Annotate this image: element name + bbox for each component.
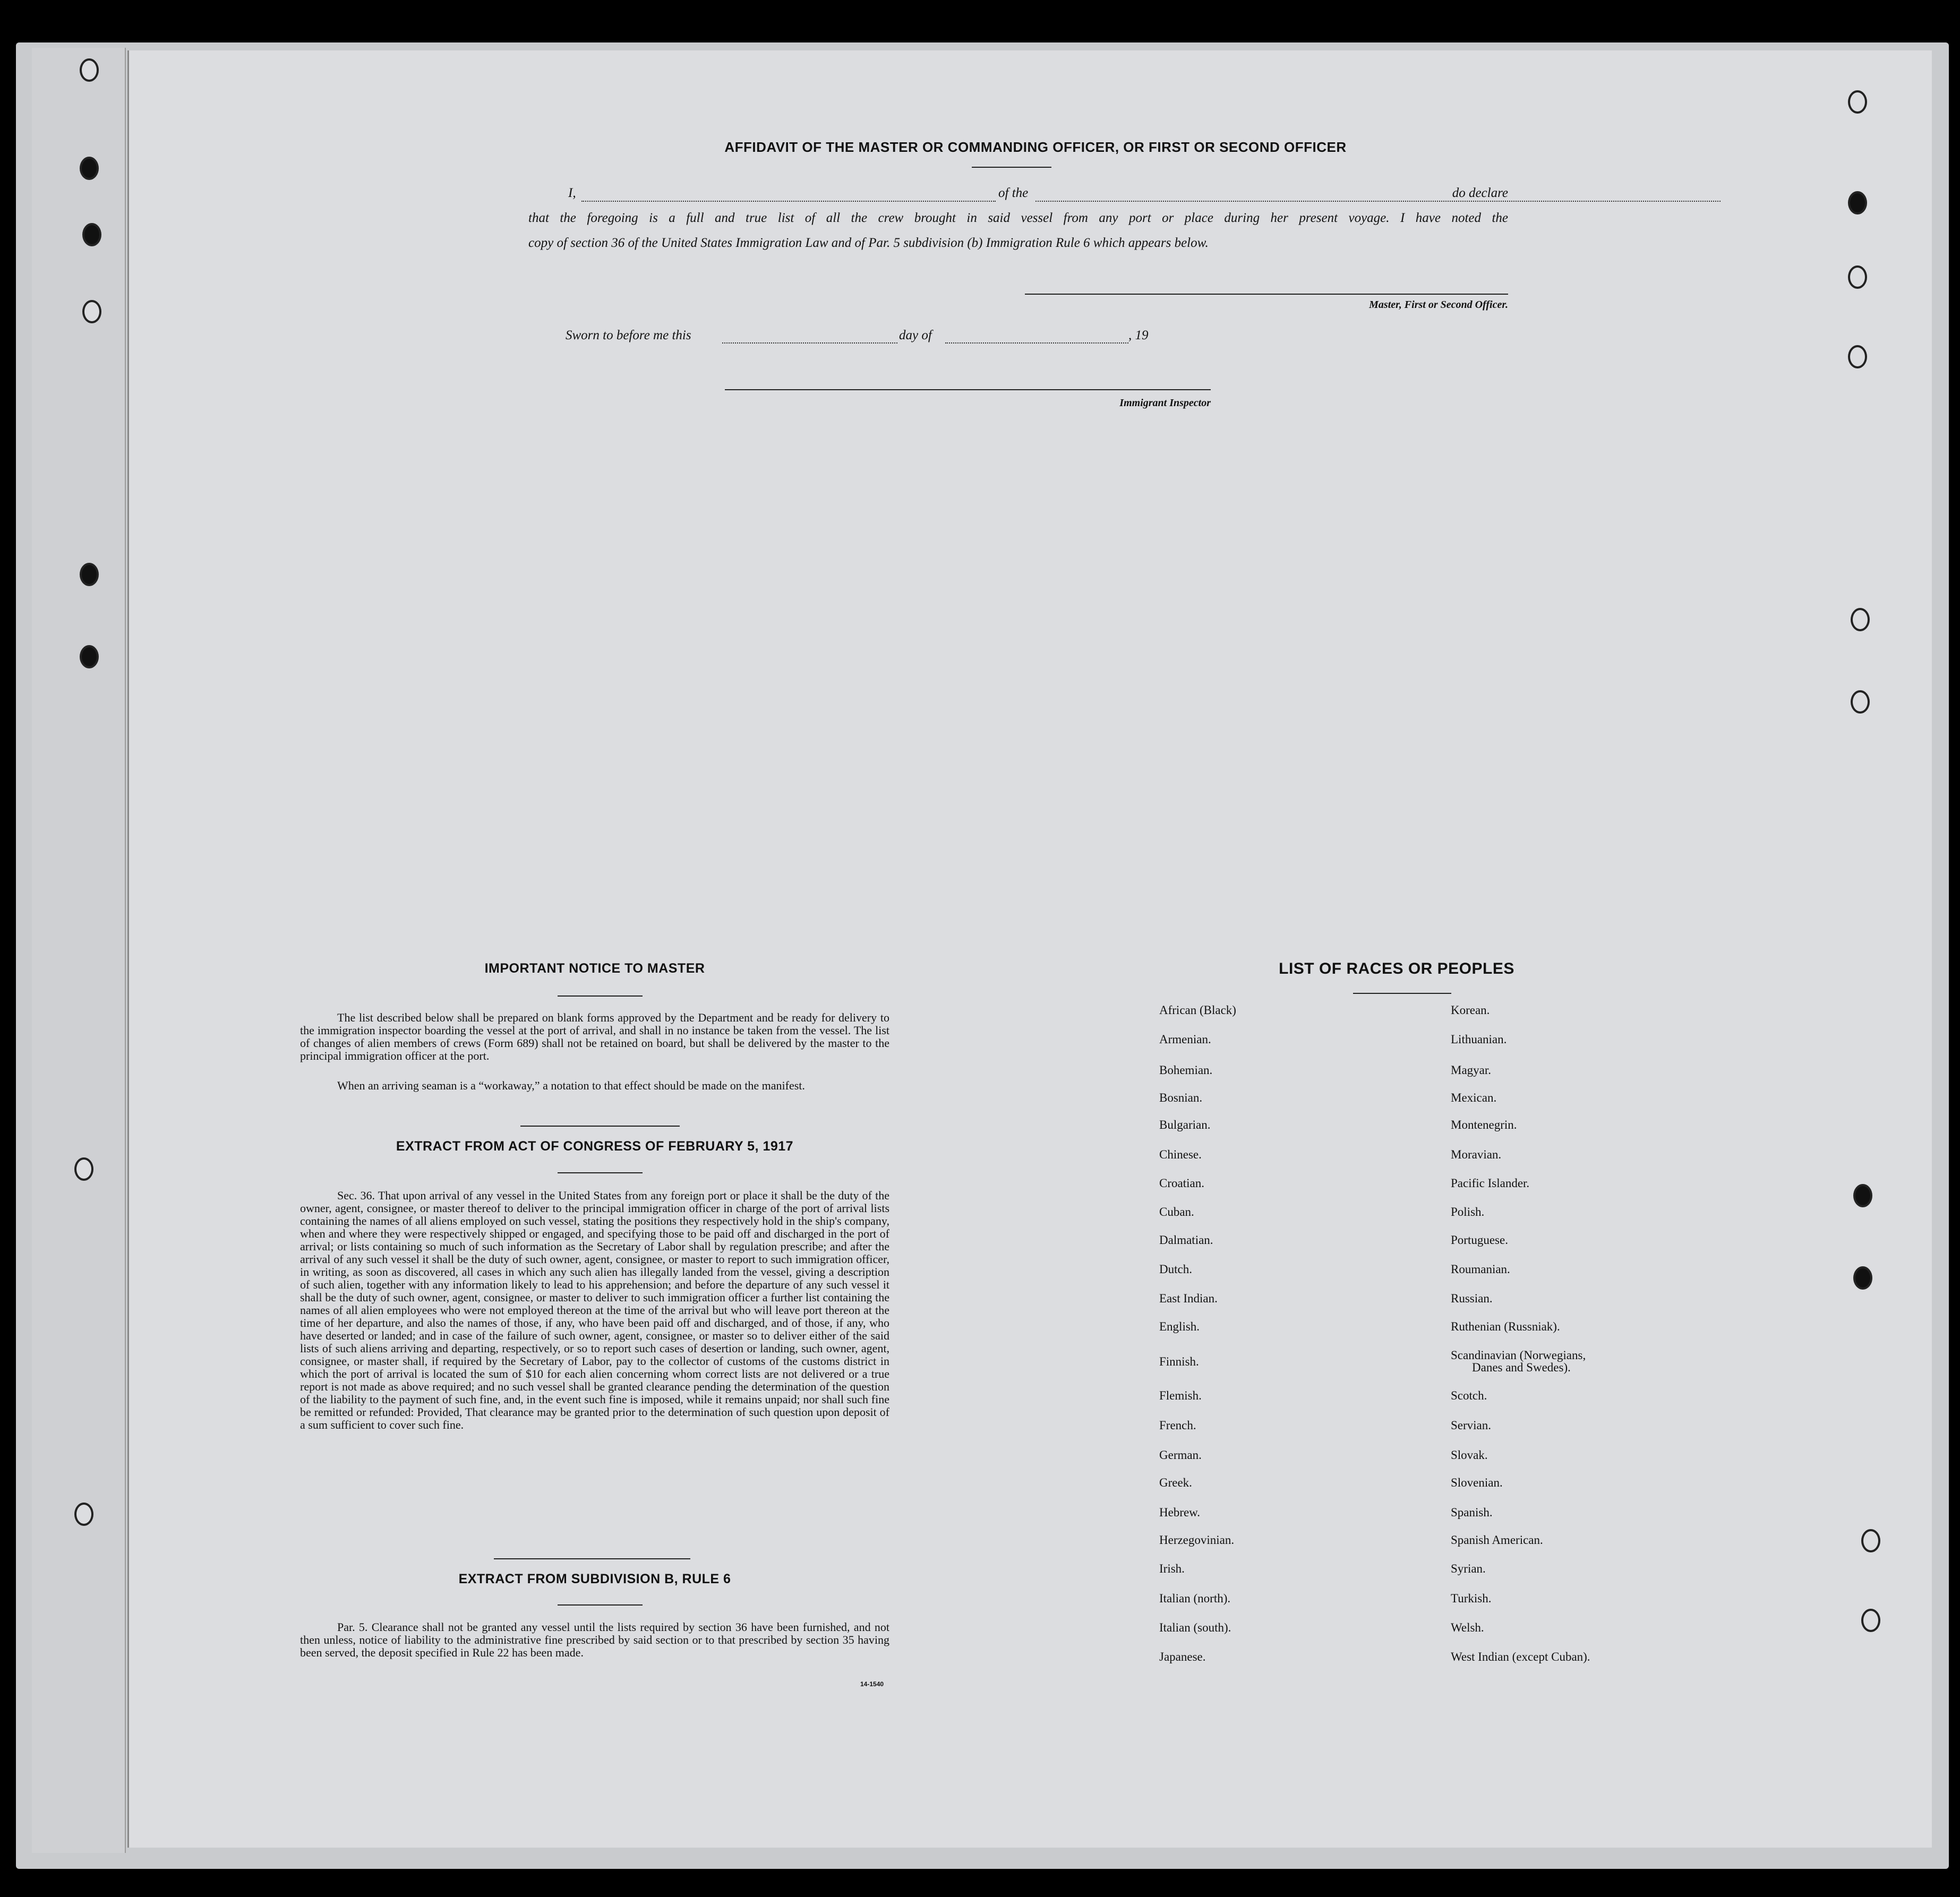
binding-hole (1851, 608, 1870, 631)
master-signature-label: Master, First or Second Officer. (1369, 299, 1508, 311)
binding-hole (1853, 1184, 1872, 1207)
binding-hole (82, 300, 101, 323)
binding-hole (80, 58, 99, 82)
race-item: Italian (south). (1159, 1621, 1231, 1634)
affidavit-of-the-label: of the (998, 186, 1029, 200)
binding-hole (1848, 90, 1867, 114)
extract-act-title: EXTRACT FROM ACT OF CONGRESS OF FEBRUARY 5, 1917 (396, 1139, 794, 1154)
race-item: Moravian. (1451, 1148, 1502, 1161)
binding-hole (1861, 1529, 1880, 1552)
race-item: Lithuanian. (1451, 1033, 1507, 1046)
race-item: Japanese. (1159, 1650, 1206, 1663)
race-item: East Indian. (1159, 1292, 1218, 1305)
race-item: French. (1159, 1419, 1196, 1432)
race-item: Cuban. (1159, 1205, 1194, 1218)
binding-edge (32, 48, 126, 1853)
race-item: Slovenian. (1451, 1476, 1503, 1489)
race-item: Scotch. (1451, 1389, 1487, 1402)
race-item: Scandinavian (Norwegians, (1451, 1349, 1586, 1362)
race-item: Korean. (1451, 1003, 1490, 1017)
race-item-continuation: Danes and Swedes). (1472, 1361, 1571, 1374)
binding-hole (82, 223, 101, 246)
race-item: African (Black) (1159, 1003, 1236, 1017)
race-item: Magyar. (1451, 1063, 1492, 1077)
race-item: Portuguese. (1451, 1233, 1508, 1247)
races-title: LIST OF RACES OR PEOPLES (1279, 960, 1514, 977)
binding-hole (1853, 1266, 1872, 1290)
race-item: Polish. (1451, 1205, 1485, 1218)
divider (1353, 993, 1451, 994)
binding-hole (74, 1157, 93, 1181)
binding-hole (1851, 690, 1870, 714)
race-item: Croatian. (1159, 1177, 1204, 1190)
race-item: Armenian. (1159, 1033, 1211, 1046)
race-item: Italian (north). (1159, 1592, 1231, 1605)
binding-hole (1861, 1609, 1880, 1632)
race-item: Herzegovinian. (1159, 1533, 1235, 1547)
binding-hole (74, 1503, 93, 1526)
sworn-day-blank[interactable] (722, 342, 897, 344)
race-item: Servian. (1451, 1419, 1492, 1432)
race-item: Spanish. (1451, 1506, 1493, 1519)
binding-hole (80, 645, 99, 668)
race-item: Ruthenian (Russniak). (1451, 1320, 1560, 1333)
race-item: Bohemian. (1159, 1063, 1213, 1077)
race-item: Greek. (1159, 1476, 1192, 1489)
race-item: West Indian (except Cuban). (1451, 1650, 1590, 1663)
extract-act-text: Sec. 36. That upon arrival of any vessel in the United States from any foreign port or place it shall be the duty of the owner, agent, consignee, or master thereof to deliver to the principal immigration officer in charge of the port of arrival lists containing the names of all aliens employed on such vessel, stating the positions they respectively hold in the ship's company, when and where they were respectively shipped or engaged, and specifying those to be paid off and discharged in the port of arrival; or lists containing so much of such information as the Secretary of Labor shall by regulation prescribe; and after the arrival of any such vessel it shall be the duty of such owner, agent, consignee, or master to report to such immigration officer, in writing, as soon as discovered, all cases in which any such alien has illegally landed from the vessel, giving a description of such alien, together with any information likely to lead to his apprehension; and before the departure of any such vessel it shall be the duty of such owner, agent, consignee, or master to deliver to such immigration officer a further list containing the names of all alien employees who were not employed thereon at the time of the arrival but who will leave port thereon at the time of her departure, and also the names of those, if any, who have been paid off and discharged, and of those, if any, who have deserted or landed; and in case of the failure of such owner, agent, consignee, or master so to deliver either of the said lists of such aliens arriving and departing, respectively, or so to report such cases of desertion or landing, such owner, agent, consignee, or master shall, if required by the Secretary of Labor, pay to the collector of customs of the customs district in which the port of arrival is located the sum of $10 for each alien concerning whom correct lists are not delivered or a true report is not made as above required; and no such vessel shall be granted clearance pending the determination of the question of the liability to the payment of such fine, and, in the event such fine is imposed, while it remains unpaid; nor shall such fine be remitted or refunded: Provided, That clearance may be granted prior to the determination of such question upon deposit of a sum sufficient to cover such fine. (300, 1189, 889, 1431)
divider (558, 1172, 643, 1173)
race-item: Dalmatian. (1159, 1233, 1213, 1247)
race-item: Bosnian. (1159, 1091, 1203, 1104)
notice-para1: The list described below shall be prepared on blank forms approved by the Department and be ready for delivery to the immigration inspector boarding the vessel at the port of arrival, and shall in no instance be taken from the vessel. The list of changes of alien members of crews (Form 689) shall not be retained on board, but shall be delivered by the master to the principal immigration officer at the port. (300, 1011, 889, 1062)
affidavit-i-label: I, (568, 186, 576, 200)
race-item: Montenegrin. (1451, 1118, 1517, 1131)
race-item: Spanish American. (1451, 1533, 1543, 1547)
divider (972, 167, 1051, 168)
notice-title: IMPORTANT NOTICE TO MASTER (484, 961, 705, 976)
race-item: Welsh. (1451, 1621, 1484, 1634)
divider (558, 1604, 643, 1606)
race-item: Chinese. (1159, 1148, 1202, 1161)
binding-hole (1848, 265, 1867, 289)
race-item: German. (1159, 1448, 1202, 1462)
notice-para2: When an arriving seaman is a “workaway,” a notation to that effect should be made on the manifest. (337, 1079, 805, 1092)
affidavit-title: AFFIDAVIT OF THE MASTER OR COMMANDING OFFICER, OR FIRST OR SECOND OFFICER (724, 139, 1347, 155)
vessel-blank[interactable] (1035, 201, 1721, 202)
race-item: Turkish. (1451, 1592, 1492, 1605)
race-item: Syrian. (1451, 1562, 1486, 1575)
affidavit-line2: that the foregoing is a full and true list of all the crew brought in said vessel from any port or place during her present voyage. I have noted the (528, 211, 1508, 225)
day-of-label: day of (899, 328, 932, 342)
year-label: , 19 (1128, 328, 1149, 342)
race-item: Roumanian. (1451, 1263, 1510, 1276)
affidavit-declare-label: do declare (1452, 186, 1508, 200)
race-item: English. (1159, 1320, 1200, 1333)
sworn-month-blank[interactable] (945, 342, 1128, 344)
extract-rule-text: Par. 5. Clearance shall not be granted any vessel until the lists required by section 36 have been furnished, and not then unless, notice of liability to the administrative fine prescribed by said section or to that prescribed by section 35 having been served, the deposit specified in Rule 22 has been made. (300, 1620, 889, 1659)
master-signature-line[interactable] (1025, 294, 1508, 295)
race-item: Mexican. (1451, 1091, 1497, 1104)
race-item: Finnish. (1159, 1355, 1199, 1368)
binding-hole (1848, 345, 1867, 368)
inspector-signature-label: Immigrant Inspector (1119, 397, 1211, 409)
divider (558, 995, 643, 997)
race-item: Bulgarian. (1159, 1118, 1211, 1131)
affidavit-line3: copy of section 36 of the United States Immigration Law and of Par. 5 subdivision (b) Immigration Rule 6 which appears below. (528, 236, 1209, 250)
form-code: 14-1540 (860, 1680, 884, 1688)
binding-hole (80, 563, 99, 586)
race-item: Flemish. (1159, 1389, 1202, 1402)
binding-hole (1848, 191, 1867, 214)
race-item: Irish. (1159, 1562, 1185, 1575)
race-item: Dutch. (1159, 1263, 1192, 1276)
divider (520, 1126, 680, 1127)
inspector-signature-line[interactable] (725, 389, 1211, 390)
race-item: Hebrew. (1159, 1506, 1201, 1519)
race-item: Pacific Islander. (1451, 1177, 1530, 1190)
binding-hole (80, 157, 99, 180)
name-blank[interactable] (581, 201, 996, 202)
sworn-label: Sworn to before me this (566, 328, 691, 342)
divider (494, 1558, 690, 1559)
extract-rule-title: EXTRACT FROM SUBDIVISION B, RULE 6 (458, 1572, 731, 1586)
race-item: Russian. (1451, 1292, 1493, 1305)
race-item: Slovak. (1451, 1448, 1488, 1462)
